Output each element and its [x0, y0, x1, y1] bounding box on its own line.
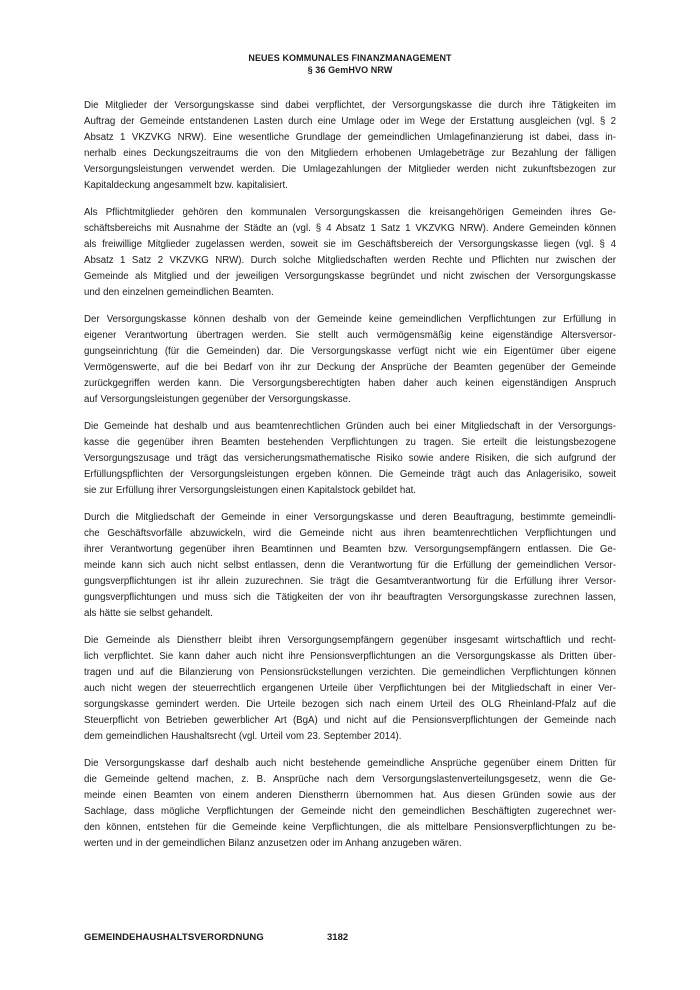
- text-line: meinde kann sich auch nicht selbst entlassen, denn die Verantwortung für die Erfüllung der gemeindlichen Versor-: [84, 560, 616, 571]
- text-line: Kapitaldeckung angesammelt bzw. kapitalisiert.: [84, 180, 288, 191]
- text-line: den können, entstehen für die Gemeinde keine Verpflichtungen, die als mittelbare Pensionsverpflichtungen zu be-: [84, 822, 616, 833]
- text-line: als freiwillige Mitglieder zugelassen werden, soweit sie im Geschäftsbereich der Versorgungskasse liegen (vgl. § 4: [84, 239, 616, 250]
- paragraph: [84, 205, 616, 301]
- text-line: sorgungskasse gemindert werden. Die Urteile bezogen sich nach einem Urteil des OLG Rheinland-Pfalz auf die: [84, 699, 616, 710]
- text-line: Sachlage, dass mögliche Verpflichtungen der Gemeinde nicht den gemeindlichen Beschäftigten zugerechnet wer-: [84, 806, 616, 817]
- text-line: meinde einen Beamten von einem anderen Dienstherrn übernommen hat. Aus diesen Gründen sowie aus der: [84, 790, 616, 801]
- text-line: ihrer Verantwortung gegenüber ihren Beamtinnen und Beamten bzw. Versorgungsempfängern entlassen. Die Ge-: [84, 544, 616, 555]
- text-line: Die Gemeinde hat deshalb und aus beamtenrechtlichen Gründen auch bei einer Mitgliedschaft in der Versorgungs-: [84, 421, 616, 432]
- document-body: [84, 98, 616, 863]
- text-line: Die Mitglieder der Versorgungskasse sind dabei verpflichtet, der Versorgungskasse die durch ihre Tätigkeiten im: [84, 100, 616, 111]
- text-line: gungseinrichtung (für die Gemeinden) dar. Die Versorgungskasse verfügt nicht wie ein Eigentümer über eigene: [84, 346, 616, 357]
- text-line: sie zur Erfüllung ihrer Versorgungsleistungen einen Kapitalstock gebildet hat.: [84, 485, 416, 496]
- paragraph: [84, 419, 616, 499]
- text-line: gungsverpflichtungen und muss sich die Tätigkeiten der von ihr beauftragten Versorgungskasse zurechnen lassen,: [84, 592, 616, 603]
- document-footer: [84, 932, 616, 948]
- text-line: lich verpflichtet. Sie kann daher auch nicht ihre Pensionsverpflichtungen an die Versorgungskasse als Dritten über-: [84, 651, 616, 662]
- document-header: [84, 53, 616, 76]
- text-line: Die Versorgungskasse darf deshalb auch nicht bestehende gemeindliche Ansprüche gegenüber einem Dritten für: [84, 758, 616, 769]
- paragraph: [84, 312, 616, 408]
- document-subtitle: § 36 GemHVO NRW: [307, 64, 393, 75]
- text-line: und den einzelnen gemeindlichen Beamten.: [84, 287, 274, 298]
- text-line: auf Versorgungsleistungen gegenüber der Versorgungskasse.: [84, 394, 351, 405]
- text-line: che Geschäftsvorfälle abzuwickeln, wird die Gemeinde nicht aus ihren beamtenrechtlichen Verpflichtungen und: [84, 528, 616, 539]
- text-line: werten und in der gemeindlichen Bilanz anzusetzen oder im Anhang anzugeben wären.: [84, 838, 462, 849]
- text-line: Auftrag der Gemeinde entstandenen Lasten durch eine Umlage oder im Wege der Erstattung ausgleichen (vgl. § 2: [84, 116, 616, 127]
- paragraph: [84, 633, 616, 745]
- text-line: Absatz 1 VKZVKG NRW). Eine wesentliche Grundlage der gemeindlichen Umlagefinanzierung ist dabei, dass in-: [84, 132, 616, 143]
- text-line: Vermögenswerte, auf die bei Bedarf von ihr zur Deckung der Ansprüche der Beamten gegenüber der Gemeinde: [84, 362, 616, 373]
- text-line: Steuerpflicht von Betrieben gewerblicher Art (BgA) und nicht auf die Pensionsverpflichtungen der Gemeinde nach: [84, 715, 616, 726]
- text-line: Gemeinde als Mitglied und der jeweiligen Versorgungskasse begründet und nicht zwischen der Versorgungskasse: [84, 271, 616, 282]
- text-line: Erfüllungspflichten der Versorgungsleistungen ergeben können. Die Gemeinde trägt auch das Anlagerisiko, soweit: [84, 469, 616, 480]
- text-line: tragen und auf die Bilanzierung von Pensionsrückstellungen verzichten. Die gemeindlichen Verpflichtungen können: [84, 667, 616, 678]
- text-line: gungsverpflichtungen ist ihr allein zuzurechnen. Sie trägt die Gesamtverantwortung für die Erfüllung ihrer Versor-: [84, 576, 616, 587]
- text-line: die Gemeinde geltend machen, z. B. Ansprüche nach dem Versorgungslastenverteilungsgesetz, wenn die Ge-: [84, 774, 616, 785]
- text-line: als hätte sie selbst gehandelt.: [84, 608, 213, 619]
- text-line: nerhalb eines Deckungszeitraums die von den Mitgliedern erhobenen Umlagebeträge zur Bezahlung der fälligen: [84, 148, 616, 159]
- paragraph: [84, 510, 616, 622]
- text-line: Der Versorgungskasse können deshalb von der Gemeinde keine gemeindlichen Verpflichtungen zur Erfüllung in: [84, 314, 616, 325]
- document-title: NEUES KOMMUNALES FINANZMANAGEMENT: [248, 53, 452, 63]
- paragraph: [84, 756, 616, 852]
- footer-page-number: 3182: [327, 932, 349, 943]
- text-line: Durch die Mitgliedschaft der Gemeinde in einer Versorgungskasse und deren Beauftragung, bestimmte gemeindli-: [84, 512, 616, 523]
- text-line: zurückgegriffen werden kann. Die Versorgungsberechtigten haben daher auch keinen eigenständigen Anspruch: [84, 378, 616, 389]
- text-line: dem gemeindlichen Haushaltsrecht (vgl. Urteil vom 23. September 2014).: [84, 731, 402, 742]
- text-line: Versorgungsleistungen verwendet werden. Die Umlagezahlungen der Mitglieder werden nicht zukunftsbezogen zur: [84, 164, 616, 175]
- text-line: Die Gemeinde als Dienstherr bleibt ihren Versorgungsempfängern gegenüber insgesamt wirtschaftlich und recht-: [84, 635, 616, 646]
- text-line: kasse die gegenüber ihren Beamten bestehenden Verpflichtungen zu tragen. Sie erteilt die leistungsbezogene: [84, 437, 616, 448]
- text-line: Als Pflichtmitglieder gehören den kommunalen Versorgungskassen die kreisangehörigen Gemeinden ihres Ge-: [84, 207, 616, 218]
- text-line: auch nicht wegen der steuerrechtlich ergangenen Urteile über Verpflichtungen bei der Mitgliedschaft in einer Ver-: [84, 683, 616, 694]
- text-line: Versorgungszusage und trägt das versicherungsmathematische Risiko sowie andere Risiken, die sich aufgrund der: [84, 453, 616, 464]
- paragraph: [84, 98, 616, 194]
- text-line: eigener Verantwortung übertragen werden. Sie stellt auch vermögensmäßig keine eigenständige Altersversor-: [84, 330, 616, 341]
- text-line: Absatz 1 Satz 2 VKZVKG NRW). Durch solche Mitgliedschaften werden Rechte und Pflichten nur zwischen der: [84, 255, 616, 266]
- text-line: schäftsbereichs mit Ausnahme der Städte an (vgl. § 4 Absatz 1 Satz 1 VKZVKG NRW). Andere Gemeinden können: [84, 223, 616, 234]
- footer-label: GEMEINDEHAUSHALTSVERORDNUNG: [84, 932, 264, 943]
